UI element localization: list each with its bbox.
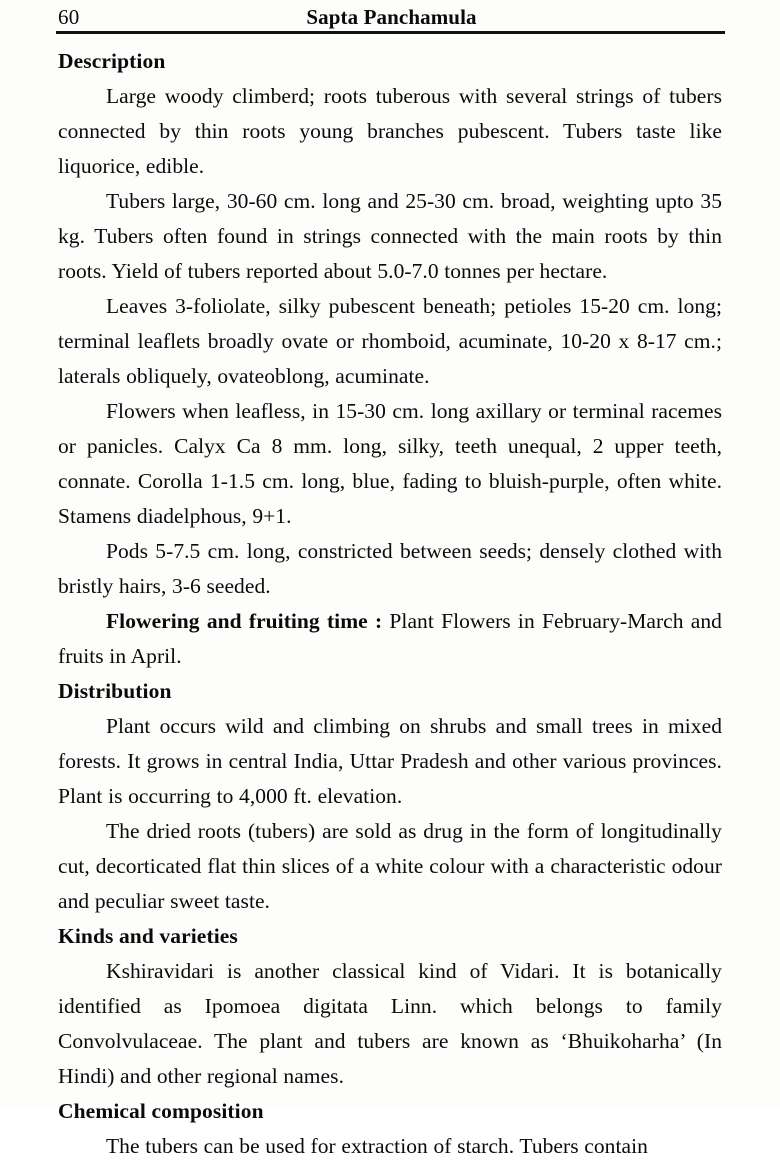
paragraph-description-5: Pods 5-7.5 cm. long, constricted between seeds; densely clothed with bristly hairs, 3-6 seeded. bbox=[58, 539, 722, 598]
flowering-time-text: Plant Flowers in February-March and fruits in April. bbox=[58, 609, 722, 668]
running-title: Sapta Panchamula bbox=[306, 5, 477, 29]
paragraph-distribution-1: Plant occurs wild and climbing on shrubs and small trees in mixed forests. It grows in central India, Uttar Pradesh and other various provinces. Plant is occurring to 4,000 ft. elevation. bbox=[58, 714, 722, 808]
paragraph-description-4: Flowers when leafless, in 15-30 cm. long axillary or terminal racemes or panicles. Calyx Ca 8 mm. long, silky, teeth unequal, 2 upper teeth, connate. Corolla 1-1.5 cm. long, blue, fading to bluish-purple, often white. Stamens diadelphous, 9+1. bbox=[58, 399, 722, 528]
paragraph-chemical-1: The tubers can be used for extraction of starch. Tubers contain bbox=[106, 1134, 648, 1158]
paragraph-distribution-2: The dried roots (tubers) are sold as drug in the form of longitudinally cut, decorticated flat thin slices of a white colour with a characteristic odour and peculiar sweet taste. bbox=[58, 819, 722, 913]
paragraph-kinds-1: Kshiravidari is another classical kind of Vidari. It is botanically identified as Ipomoea digitata Linn. which belongs to family Convolvulaceae. The plant and tubers are known as ‘Bhuikoharha’ (In Hindi) and other regional names. bbox=[58, 959, 722, 1088]
heading-chemical-composition: Chemical composition bbox=[58, 1099, 264, 1123]
paragraph-description-2: Tubers large, 30-60 cm. long and 25-30 cm. broad, weighting upto 35 kg. Tubers often found in strings connected with the main roots by thin roots. Yield of tubers reported about 5.0-7.0 tonnes per hectare. bbox=[58, 189, 722, 283]
paragraph-flowering-time bbox=[58, 604, 722, 674]
paragraph-description-1: Large woody climberd; roots tuberous with several strings of tubers connected by thin roots young branches pubescent. Tubers taste like liquorice, edible. bbox=[58, 84, 722, 178]
page-body bbox=[58, 44, 722, 1164]
header-rule bbox=[56, 31, 725, 34]
running-head bbox=[58, 4, 725, 30]
heading-distribution: Distribution bbox=[58, 679, 172, 703]
heading-description: Description bbox=[58, 49, 166, 73]
heading-kinds-and-varieties: Kinds and varieties bbox=[58, 924, 238, 948]
paragraph-description-3: Leaves 3-foliolate, silky pubescent beneath; petioles 15-20 cm. long; terminal leaflets broadly ovate or rhomboid, acuminate, 10-20 x 8-17 cm.; laterals obliquely, ovateoblong, acuminate. bbox=[58, 294, 722, 388]
page-number: 60 bbox=[58, 5, 80, 29]
flowering-time-label: Flowering and fruiting time : bbox=[106, 609, 383, 633]
